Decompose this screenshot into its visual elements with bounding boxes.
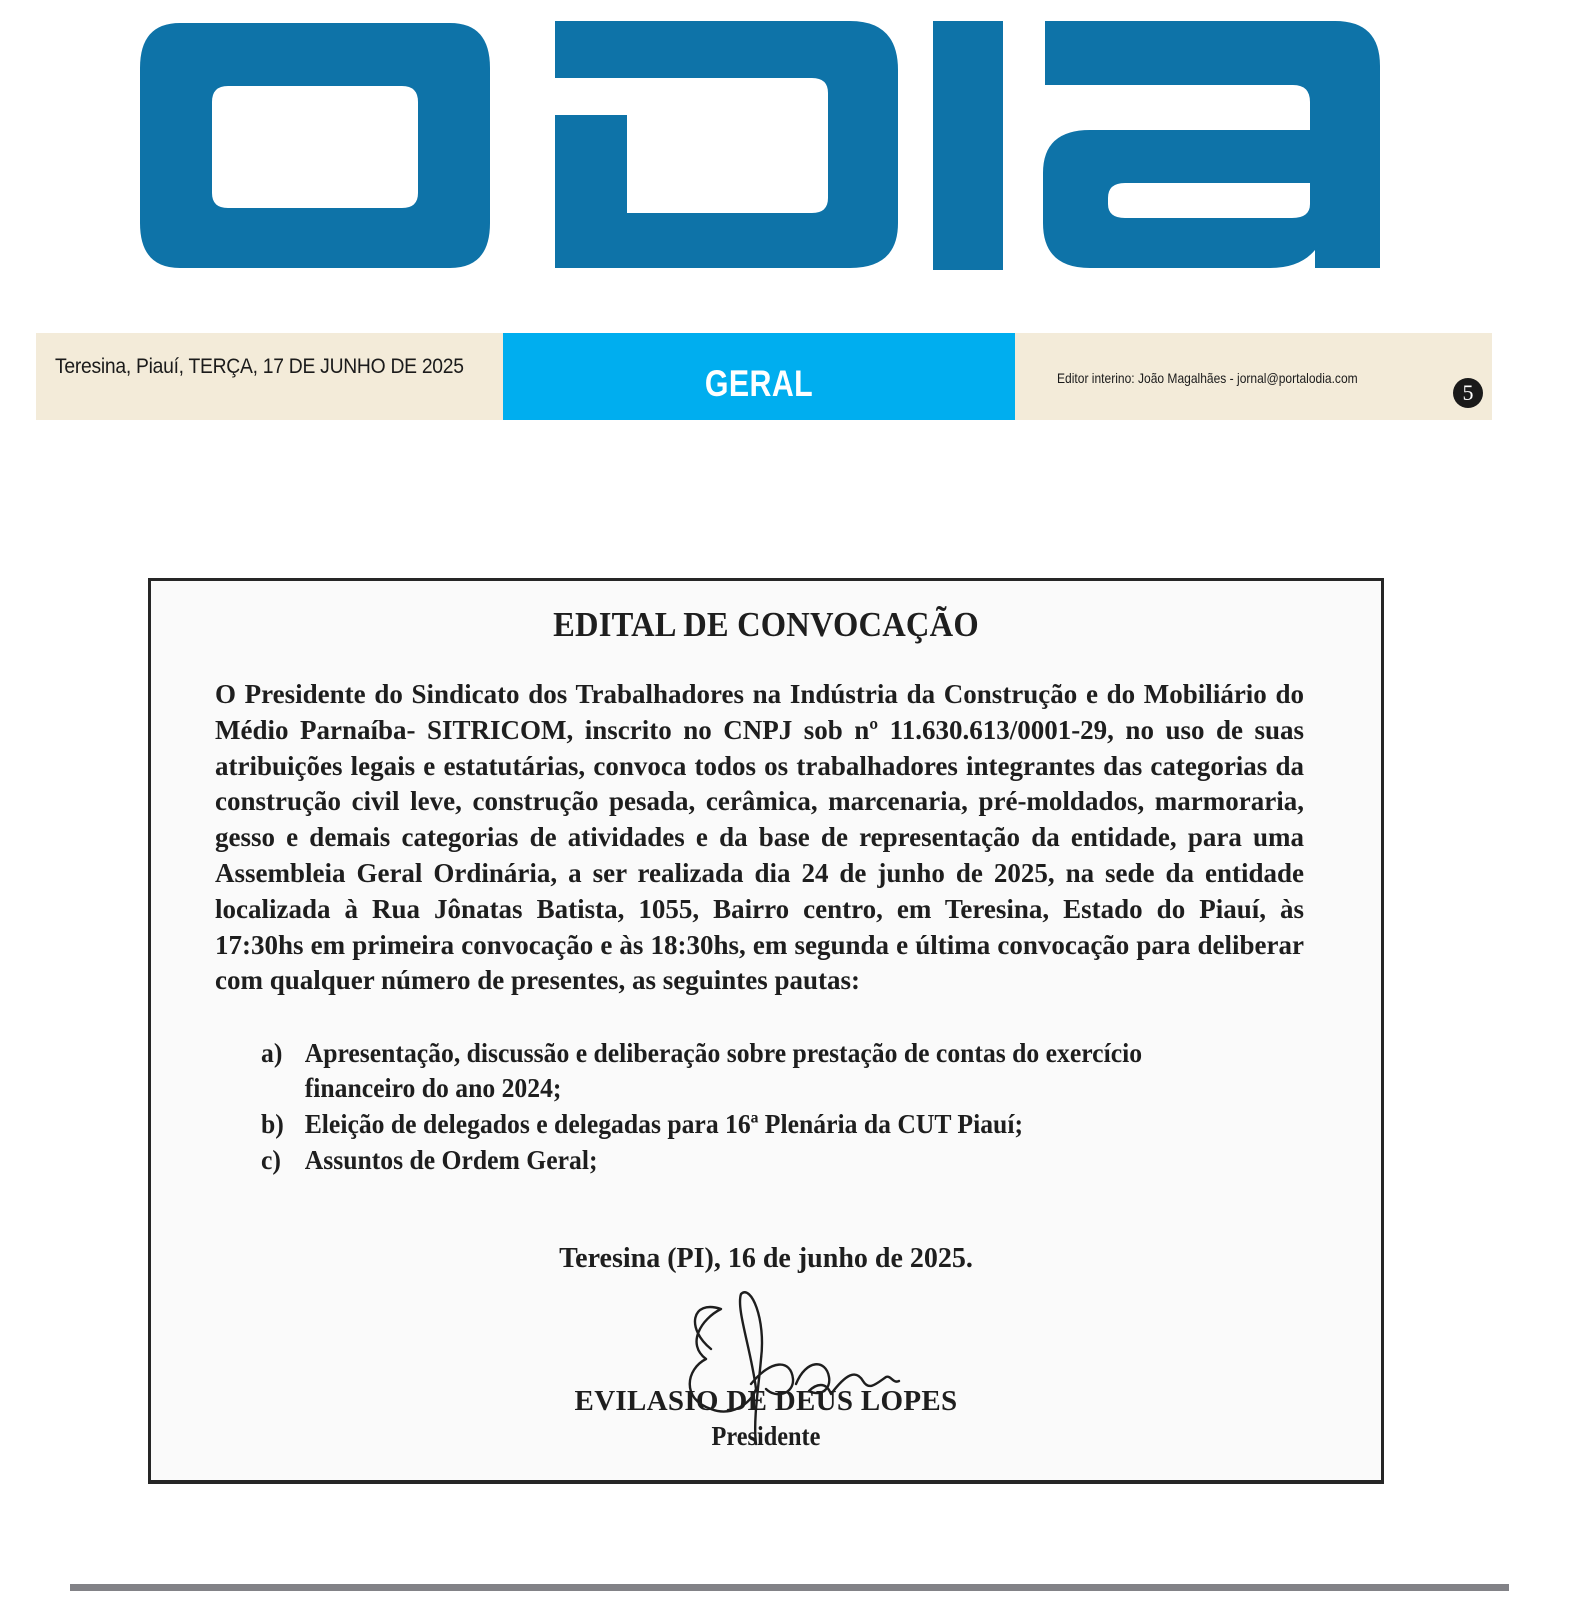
page-number-badge: 5 — [1453, 378, 1483, 408]
odia-logo-icon — [140, 18, 1410, 278]
footer-divider — [70, 1584, 1509, 1591]
agenda-item — [261, 1036, 1254, 1106]
agenda-item-marker: b) — [261, 1109, 284, 1139]
logo-letter-d — [555, 21, 898, 268]
signer-role: Presidente — [711, 1421, 821, 1451]
notice-box — [148, 578, 1384, 1484]
place-and-date: Teresina (PI), 16 de junho de 2025. — [559, 1243, 973, 1274]
agenda-item — [261, 1107, 1254, 1142]
dateline: Teresina, Piauí, TERÇA, 17 DE JUNHO DE 2025 — [55, 355, 464, 378]
agenda-list — [261, 1036, 1306, 1178]
signature-icon — [681, 1289, 921, 1449]
section-label: GERAL — [704, 363, 814, 404]
section-banner — [503, 333, 1015, 420]
logo-letter-o — [140, 23, 490, 268]
editor-credit: Editor interino: João Magalhães - jornal@portalodia.com — [1057, 370, 1358, 386]
page-header-band — [36, 333, 1492, 420]
agenda-item-marker: a) — [261, 1038, 283, 1068]
agenda-item-marker: c) — [261, 1145, 281, 1175]
agenda-item-text: Apresentação, discussão e deliberação sobre prestação de contas do exercício financeiro do ano 2024; — [304, 1038, 1143, 1103]
signer-name: EVILASIO DE DEUS LOPES — [574, 1385, 958, 1417]
notice-body: O Presidente do Sindicato dos Trabalhadores na Indústria da Construção e do Mobiliário do Médio Parnaíba- SITRICOM, inscrito no CNPJ sob nº 11.630.613/0001-29, no uso de suas atribuições legais e estatutárias, convoca todos os trabalhadores integrantes das categorias da construção civil leve, construção pesada, cerâmica, marcenaria, pré-moldados, marmoraria, gesso e demais categorias de atividades e da base de representação da entidade, para uma Assembleia Geral Ordinária, a ser realizada dia 24 de junho de 2025, na sede da entidade localizada à Rua Jônatas Batista, 1055, Bairro centro, em Teresina, Estado do Piauí, às 17:30hs em primeira convocação e às 18:30hs, em segunda e última convocação para deliberar com qualquer número de presentes, as seguintes pautas: — [215, 679, 1304, 996]
agenda-item — [261, 1143, 1254, 1178]
logo-letter-i — [933, 21, 1003, 270]
agenda-item-text: Eleição de delegados e delegadas para 16ª Plenária da CUT Piauí; — [304, 1109, 1023, 1139]
newspaper-logo — [140, 18, 1410, 278]
agenda-item-text: Assuntos de Ordem Geral; — [304, 1145, 598, 1175]
notice-title: EDITAL DE CONVOCAÇÃO — [553, 605, 979, 644]
logo-letter-a — [1043, 21, 1380, 268]
